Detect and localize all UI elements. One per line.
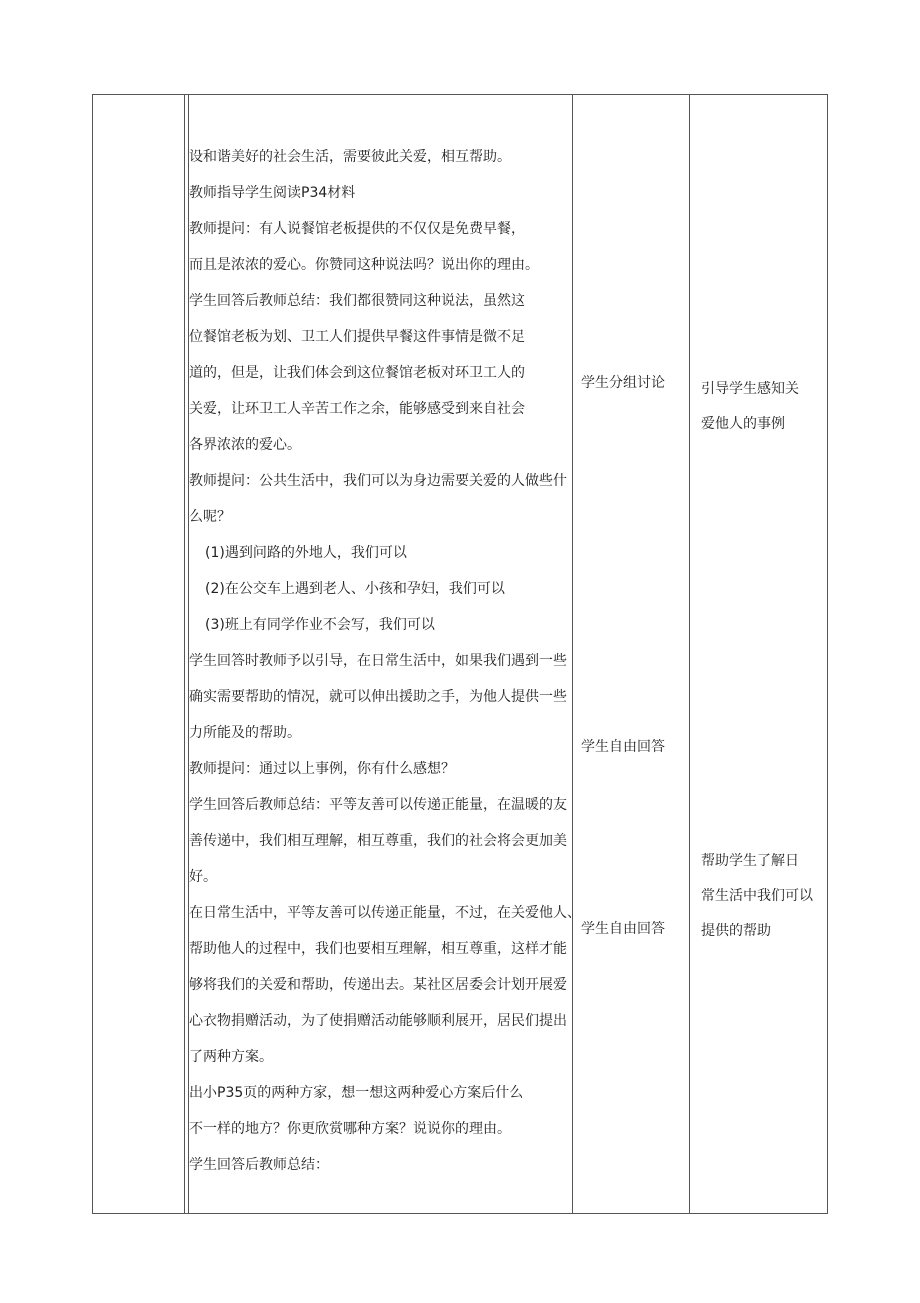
text-line: 关爱，让环卫工人辛苦工作之余，能够感受到来自社会 xyxy=(189,401,525,417)
text-line: 心衣物捐赠活动，为了使捐赠活动能够顺利展开，居民们提出 xyxy=(189,1013,567,1029)
student-activity: 学生自由回答 xyxy=(581,921,665,937)
design-intent-line: 提供的帮助 xyxy=(701,923,771,939)
column-divider xyxy=(689,95,690,1213)
text-line: 么呢？ xyxy=(189,509,231,525)
student-activity: 学生分组讨论 xyxy=(581,375,665,391)
text-line: 够将我们的关爱和帮助，传递出去。某社区居委会计划开展爱 xyxy=(189,977,567,993)
text-line: 力所能及的帮助。 xyxy=(189,725,301,741)
text-line: (3)班上有同学作业不会写，我们可以 xyxy=(205,617,435,633)
text-line: 好。 xyxy=(189,869,217,885)
design-intent-line: 帮助学生了解日 xyxy=(701,853,799,869)
text-line: 教师提问：有人说餐馆老板提供的不仅仅是免费早餐， xyxy=(189,221,525,237)
text-line: 出小P35页的两种方家，想一想这两种爱心方案后什么 xyxy=(189,1085,524,1101)
text-line: 不一样的地方？你更欣赏哪种方案？说说你的理由。 xyxy=(189,1121,511,1137)
design-intent-line: 常生活中我们可以 xyxy=(701,888,813,904)
text-line: 道的，但是，让我们体会到这位餐馆老板对环卫工人的 xyxy=(189,365,525,381)
text-line: 学生回答后教师总结： xyxy=(189,1157,329,1173)
text-line: 教师指导学生阅读P34材料 xyxy=(189,185,356,201)
text-line: 位餐馆老板为划、卫工人们提供早餐这件事情是微不足 xyxy=(189,329,525,345)
text-line: 学生回答时教师予以引导，在日常生活中，如果我们遇到一些 xyxy=(189,653,567,669)
column-divider xyxy=(572,95,573,1213)
text-line: 各界浓浓的爱心。 xyxy=(189,437,301,453)
lesson-table xyxy=(92,94,828,1214)
text-line: 学生回答后教师总结：平等友善可以传递正能量，在温暖的友 xyxy=(189,797,567,813)
text-line: 帮助他人的过程中，我们也要相互理解，相互尊重，这样才能 xyxy=(189,941,567,957)
text-line: 在日常生活中，平等友善可以传递正能量，不过，在关爱他人、 xyxy=(189,905,581,921)
design-intent xyxy=(701,379,821,449)
text-line: (1)遇到问路的外地人，我们可以 xyxy=(205,545,407,561)
text-line: (2)在公交车上遇到老人、小孩和孕妇，我们可以 xyxy=(205,581,505,597)
text-line: 而且是浓浓的爱心。你赞同这种说法吗？说出你的理由。 xyxy=(189,257,539,273)
text-line: 确实需要帮助的情况，就可以伸出援助之手，为他人提供一些 xyxy=(189,689,567,705)
text-line: 善传递中，我们相互理解，相互尊重，我们的社会将会更加美 xyxy=(189,833,567,849)
text-line: 学生回答后教师总结：我们都很赞同这种说法，虽然这 xyxy=(189,293,525,309)
text-line: 教师提问：公共生活中，我们可以为身边需要关爱的人做些什 xyxy=(189,473,567,489)
design-intent-line: 引导学生感知关 xyxy=(701,381,799,397)
text-line: 教师提问：通过以上事例，你有什么感想？ xyxy=(189,761,455,777)
text-line: 设和谐美好的社会生活，需要彼此关爱，相互帮助。 xyxy=(189,149,511,165)
design-intent-line: 爱他人的事例 xyxy=(701,416,785,432)
student-activity: 学生自由回答 xyxy=(581,739,665,755)
text-line: 了两种方案。 xyxy=(189,1049,273,1065)
design-intent xyxy=(701,851,821,956)
